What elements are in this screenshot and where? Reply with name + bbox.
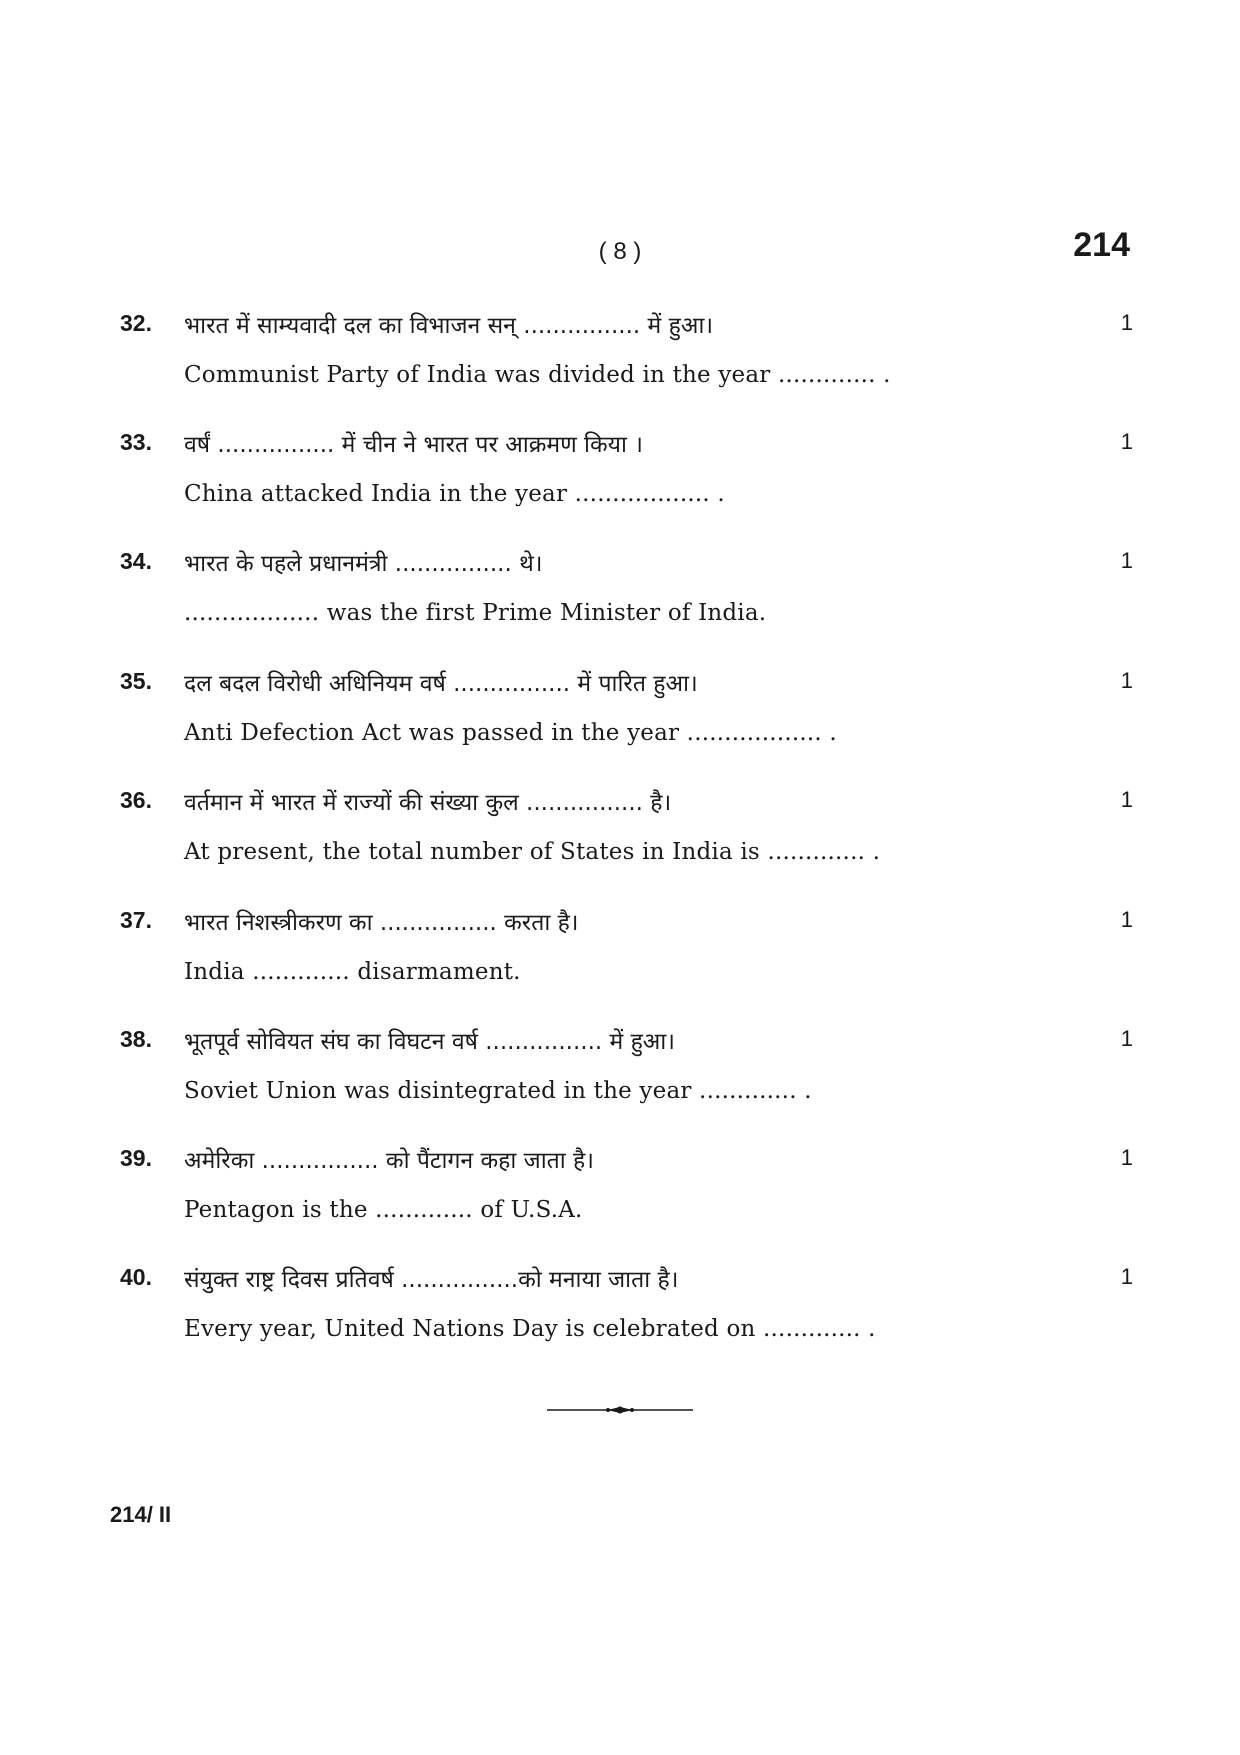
question-text-english: India ............. disarmament. [184,959,521,985]
question-text-english: Pentagon is the ............. of U.S.A. [184,1197,583,1223]
question-number: 35. [120,668,152,694]
question-number: 32. [120,310,152,336]
question-marks: 1 [1120,787,1133,812]
question-text-hindi: वर्षं ................ में चीन ने भारत पर आक्रमण किया । [184,432,644,458]
question-text-hindi: भारत के पहले प्रधानमंत्री ................ थे। [184,551,543,577]
question-number: 33. [120,429,152,455]
question-text-english: Anti Defection Act was passed in the year .................. . [184,720,837,746]
question-item [0,1133,1240,1237]
question-number: 36. [120,787,152,813]
question-marks: 1 [1120,429,1133,454]
question-marks: 1 [1120,310,1133,335]
question-text-hindi: अमेरिका ................ को पैंटागन कहा जाता है। [184,1148,594,1174]
question-number: 34. [120,548,152,574]
question-text-hindi: संयुक्त राष्ट्र दिवस प्रतिवर्ष ................को मनाया जाता है। [184,1267,679,1293]
question-text-english: China attacked India in the year .................. . [184,481,725,507]
paper-code-footer: 214/ II [110,1502,172,1527]
question-item [0,417,1240,521]
question-item [0,536,1240,640]
question-number: 40. [120,1264,152,1290]
question-text-hindi: दल बदल विरोधी अधिनियम वर्ष ................ में पारित हुआ। [184,671,698,697]
question-marks: 1 [1120,548,1133,573]
question-text-english: Soviet Union was disintegrated in the year ............. . [184,1078,812,1104]
question-text-english: Every year, United Nations Day is celebrated on ............. . [184,1316,876,1342]
page-number: ( 8 ) [598,238,642,265]
question-text-hindi: भूतपूर्व सोवियत संघ का विघटन वर्ष ................ में हुआ। [184,1029,676,1055]
question-marks: 1 [1120,1145,1133,1170]
question-number: 39. [120,1145,152,1171]
question-item [0,1014,1240,1118]
question-marks: 1 [1120,1264,1133,1289]
end-of-paper-ornament [545,1400,695,1420]
question-text-hindi: भारत निशस्त्रीकरण का ................ करता है। [184,910,579,936]
question-item [0,298,1240,402]
question-text-hindi: भारत में साम्यवादी दल का विभाजन सन् ................ में हुआ। [184,313,714,339]
paper-code-header: 214 [1073,226,1130,264]
question-text-hindi: वर्तमान में भारत में राज्यों की संख्या कुल ................ है। [184,790,672,816]
question-text-english: Communist Party of India was divided in the year ............. . [184,362,891,388]
question-number: 38. [120,1026,152,1052]
question-text-english: .................. was the first Prime Minister of India. [184,600,767,626]
question-text-english: At present, the total number of States in India is ............. . [184,839,881,865]
question-marks: 1 [1120,668,1133,693]
question-item [0,1252,1240,1356]
question-item [0,656,1240,760]
question-marks: 1 [1120,1026,1133,1051]
question-number: 37. [120,907,152,933]
question-item [0,895,1240,999]
question-item [0,775,1240,879]
question-marks: 1 [1120,907,1133,932]
